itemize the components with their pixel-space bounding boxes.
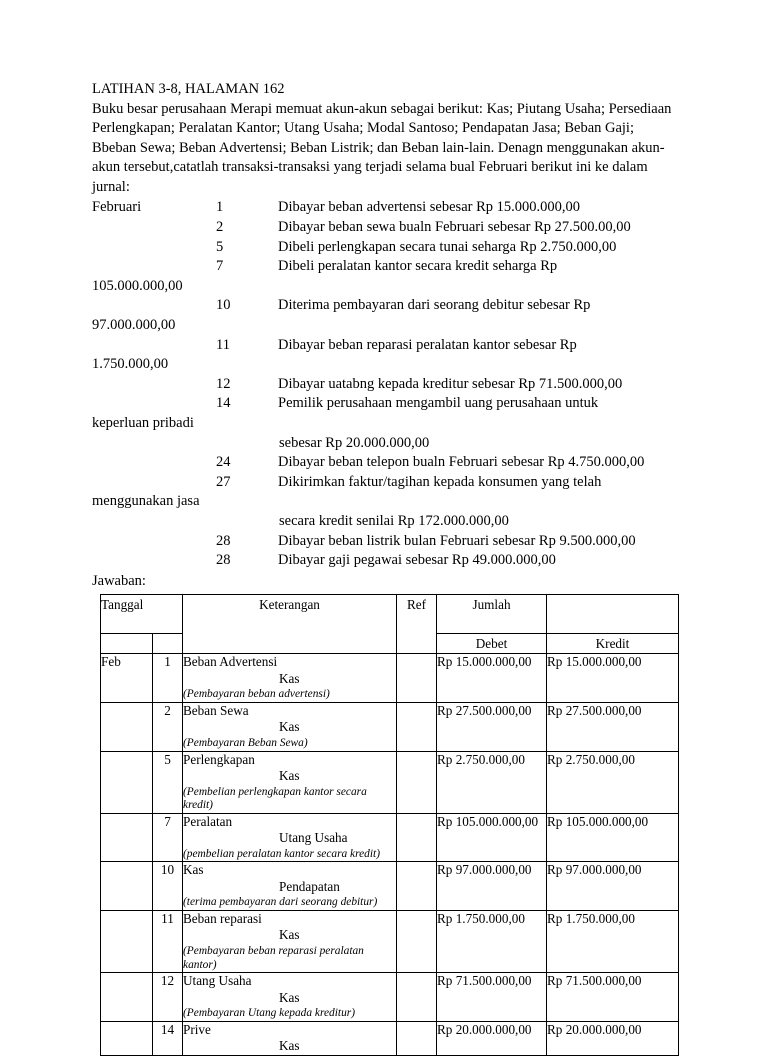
cell-month — [101, 813, 153, 862]
transaction-description: Dibeli peralatan kantor secara kredit seharga Rp — [278, 258, 558, 275]
entry-note: (Pembayaran Utang kepada kreditur) — [183, 1007, 355, 1020]
transaction-day: 7 — [216, 258, 224, 275]
transaction-day: 28 — [216, 532, 231, 549]
cell-debet: Rp 71.500.000,00 — [437, 973, 547, 1022]
transaction-entry — [92, 336, 682, 375]
table-row — [101, 973, 679, 1022]
credit-account-name: Kas — [279, 1038, 300, 1054]
table-row — [101, 910, 679, 972]
cell-keterangan — [183, 973, 397, 1022]
transaction-day: 5 — [216, 238, 224, 255]
transaction-entry — [92, 551, 682, 571]
cell-debet: Rp 1.750.000,00 — [437, 910, 547, 972]
cell-kredit: Rp 20.000.000,00 — [547, 1021, 679, 1055]
transaction-main-line — [92, 394, 682, 414]
transaction-description: Dibayar uatabng kepada kreditur sebesar Rp 71.500.000,00 — [278, 375, 623, 392]
cell-kredit: Rp 1.750.000,00 — [547, 910, 679, 972]
cell-ref — [397, 1021, 437, 1055]
transaction-entry — [92, 453, 682, 473]
cell-keterangan — [183, 654, 397, 703]
cell-month: Feb — [101, 654, 153, 703]
table-row — [101, 862, 679, 911]
credit-account-name: Kas — [279, 927, 300, 943]
cell-ref — [397, 973, 437, 1022]
credit-account-name: Kas — [279, 719, 300, 735]
transaction-main-line — [92, 218, 682, 238]
transaction-day: 28 — [216, 552, 231, 569]
transaction-description: Dibayar beban reparasi peralatan kantor sebesar Rp — [278, 336, 577, 353]
cell-keterangan — [183, 862, 397, 911]
entry-note: (Pembayaran beban advertensi) — [183, 688, 330, 701]
debit-account-name: Beban reparasi — [183, 910, 262, 926]
credit-account-name: Pendapatan — [279, 878, 340, 894]
transaction-main-line — [92, 375, 682, 395]
transaction-main-line — [92, 551, 682, 571]
page-title: LATIHAN 3-8, HALAMAN 162 — [92, 81, 285, 97]
debit-account-name: Perlengkapan — [183, 751, 255, 767]
transaction-day: 14 — [216, 395, 231, 412]
transaction-main-line — [92, 198, 682, 218]
cell-day: 14 — [153, 1021, 183, 1055]
transaction-description: Dibayar beban listrik bulan Februari sebesar Rp 9.500.000,00 — [278, 532, 636, 549]
answer-label: Jawaban: — [92, 572, 146, 589]
transaction-day: 24 — [216, 454, 231, 471]
transaction-continuation-indent: sebesar Rp 20.000.000,00 — [279, 434, 430, 451]
credit-account-name: Kas — [279, 670, 300, 686]
table-row — [101, 813, 679, 862]
transaction-day: 11 — [216, 336, 230, 353]
cell-kredit: Rp 71.500.000,00 — [547, 973, 679, 1022]
transaction-entry — [92, 473, 682, 532]
cell-kredit: Rp 105.000.000,00 — [547, 813, 679, 862]
transaction-entry — [92, 375, 682, 395]
cell-debet: Rp 15.000.000,00 — [437, 654, 547, 703]
table-row — [101, 702, 679, 751]
transaction-entry — [92, 394, 682, 453]
journal-header-row-top — [101, 595, 679, 634]
cell-day: 5 — [153, 751, 183, 813]
cell-keterangan — [183, 751, 397, 813]
column-header-tanggal-day — [153, 634, 183, 654]
cell-ref — [397, 654, 437, 703]
cell-kredit: Rp 97.000.000,00 — [547, 862, 679, 911]
debit-account-name: Prive — [183, 1021, 211, 1037]
cell-ref — [397, 751, 437, 813]
transaction-description: Dibayar gaji pegawai sebesar Rp 49.000.000,00 — [278, 552, 556, 569]
cell-ref — [397, 813, 437, 862]
transaction-continuation-indent: secara kredit senilai Rp 172.000.000,00 — [279, 512, 509, 529]
cell-kredit: Rp 2.750.000,00 — [547, 751, 679, 813]
transaction-entry — [92, 257, 682, 296]
column-header-kredit: Kredit — [547, 634, 679, 654]
cell-keterangan — [183, 910, 397, 972]
transaction-entry — [92, 198, 682, 218]
transaction-main-line — [92, 257, 682, 277]
entry-note: (Pembayaran beban reparasi peralatan kantor) — [183, 944, 364, 971]
transaction-entry — [92, 238, 682, 258]
transaction-description: Diterima pembayaran dari seorang debitur sebesar Rp — [278, 297, 591, 314]
transaction-day: 10 — [216, 297, 231, 314]
cell-day: 12 — [153, 973, 183, 1022]
transaction-main-line — [92, 336, 682, 356]
column-header-tanggal: Tanggal — [101, 595, 183, 634]
column-header-tanggal-month — [101, 634, 153, 654]
cell-keterangan — [183, 702, 397, 751]
entry-note: (terima pembayaran dari seorang debitur) — [183, 896, 378, 909]
cell-debet: Rp 97.000.000,00 — [437, 862, 547, 911]
transaction-month: Februari — [92, 199, 142, 216]
cell-ref — [397, 702, 437, 751]
transaction-continuation-left: keperluan pribadi — [92, 415, 194, 431]
entry-note: (Pembelian perlengkapan kantor secara kredit) — [183, 785, 367, 812]
transaction-entry — [92, 218, 682, 238]
transaction-description: Pemilik perusahaan mengambil uang perusahaan untuk — [278, 395, 599, 412]
transaction-main-line — [92, 238, 682, 258]
cell-day: 2 — [153, 702, 183, 751]
cell-ref — [397, 862, 437, 911]
debit-account-name: Beban Advertensi — [183, 654, 278, 670]
transaction-continuation-left: 97.000.000,00 — [92, 317, 176, 334]
transaction-entry — [92, 532, 682, 552]
transaction-day: 12 — [216, 375, 231, 392]
cell-debet: Rp 105.000.000,00 — [437, 813, 547, 862]
debit-account-name: Beban Sewa — [183, 702, 249, 718]
transaction-description: Dibayar beban sewa bualn Februari sebesar Rp 27.500.00,00 — [278, 219, 631, 236]
transaction-continuation-left: 1.750.000,00 — [92, 356, 169, 373]
column-header-jumlah: Jumlah — [437, 595, 547, 634]
cell-day: 1 — [153, 654, 183, 703]
transaction-description: Dibayar beban advertensi sebesar Rp 15.000.000,00 — [278, 199, 581, 216]
transaction-continuation-left: 105.000.000,00 — [92, 277, 183, 294]
transaction-description: Dibeli perlengkapan secara tunai seharga Rp 2.750.000,00 — [278, 238, 617, 255]
entry-note: (Pembayaran Beban Sewa) — [183, 736, 308, 749]
transaction-day: 27 — [216, 473, 231, 490]
entry-note: (pembelian peralatan kantor secara kredit) — [183, 847, 380, 860]
cell-day: 7 — [153, 813, 183, 862]
transaction-description: Dikirimkan faktur/tagihan kepada konsumen yang telah — [278, 473, 602, 490]
column-header-keterangan: Keterangan — [183, 595, 397, 654]
debit-account-name: Kas — [183, 862, 204, 878]
cell-debet: Rp 27.500.000,00 — [437, 702, 547, 751]
credit-account-name: Utang Usaha — [279, 830, 348, 846]
cell-month — [101, 1021, 153, 1055]
transaction-continuation-left: menggunakan jasa — [92, 493, 200, 510]
table-row — [101, 654, 679, 703]
cell-month — [101, 910, 153, 972]
credit-account-name: Kas — [279, 989, 300, 1005]
credit-account-name: Kas — [279, 768, 300, 784]
cell-month — [101, 702, 153, 751]
debit-account-name: Peralatan — [183, 813, 233, 829]
table-row — [101, 1021, 679, 1055]
transaction-list — [92, 198, 682, 570]
cell-month — [101, 973, 153, 1022]
transaction-description: Dibayar beban telepon bualn Februari sebesar Rp 4.750.000,00 — [278, 454, 645, 471]
transaction-day: 1 — [216, 199, 224, 216]
column-header-ref: Ref — [397, 595, 437, 654]
column-header-debet: Debet — [437, 634, 547, 654]
cell-day: 10 — [153, 862, 183, 911]
transaction-main-line — [92, 296, 682, 316]
transaction-main-line — [92, 532, 682, 552]
cell-keterangan — [183, 1021, 397, 1055]
transaction-main-line — [92, 473, 682, 493]
transaction-main-line — [92, 453, 682, 473]
cell-ref — [397, 910, 437, 972]
cell-kredit: Rp 15.000.000,00 — [547, 654, 679, 703]
journal-table — [100, 594, 679, 1055]
table-row — [101, 751, 679, 813]
cell-month — [101, 862, 153, 911]
cell-keterangan — [183, 813, 397, 862]
intro-paragraph: Buku besar perusahaan Merapi memuat akun-akun sebagai berikut: Kas; Piutang Usaha; Persediaan Perlengkapan; Peralatan Kantor; Utang Usaha; Modal Santoso; Pendapatan Jasa; Beban Gaji; Bbeban Sewa; Beban Advertensi; Beban Listrik; dan Beban lain-lain. Denagn menggunakan akun-akun tersebut,catatlah transaksi-transaksi yang terjadi selama bual Februari berikut ini ke dalam jurnal: — [92, 100, 672, 195]
column-header-jumlah-blank — [547, 595, 679, 634]
transaction-entry — [92, 296, 682, 335]
journal-table-header — [101, 595, 679, 654]
debit-account-name: Utang Usaha — [183, 973, 252, 989]
journal-table-body — [101, 654, 679, 1055]
transaction-day: 2 — [216, 219, 224, 236]
cell-debet: Rp 2.750.000,00 — [437, 751, 547, 813]
cell-debet: Rp 20.000.000,00 — [437, 1021, 547, 1055]
cell-day: 11 — [153, 910, 183, 972]
cell-kredit: Rp 27.500.000,00 — [547, 702, 679, 751]
cell-month — [101, 751, 153, 813]
